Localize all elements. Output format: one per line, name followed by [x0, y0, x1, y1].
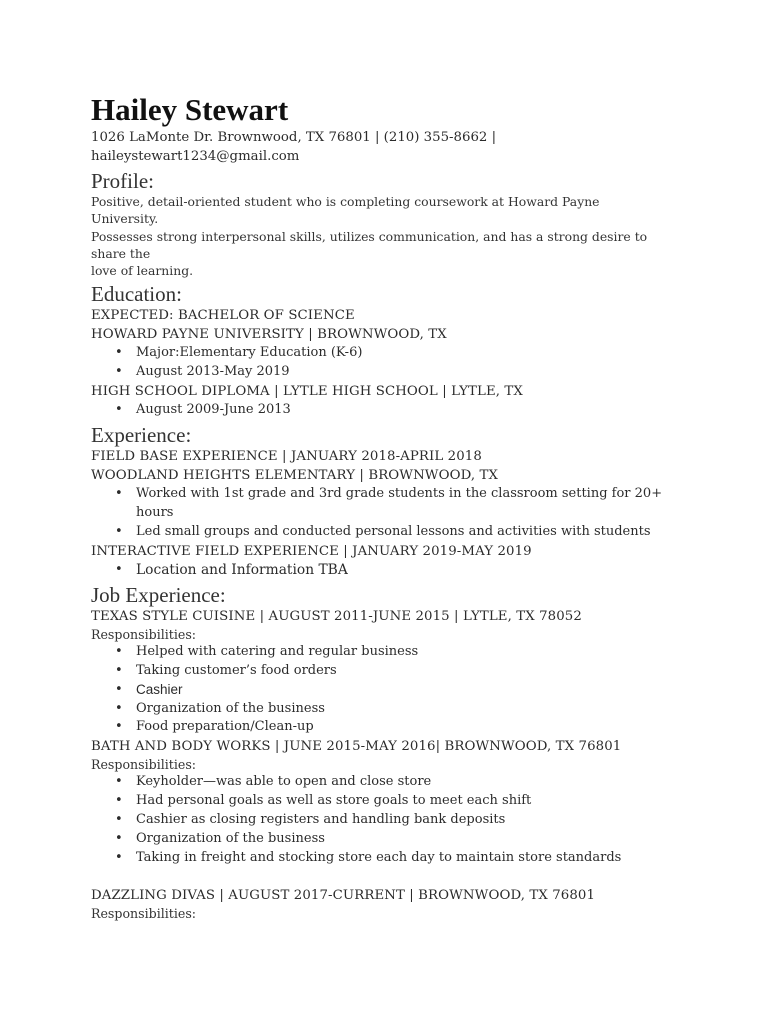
- list-item: • Keyholder—was able to open and close store: [91, 773, 691, 792]
- list-item: • Organization of the business: [91, 700, 691, 719]
- list-item: • Taking in freight and stocking store each day to maintain store standards: [91, 849, 691, 868]
- woodland-line: WOODLAND HEIGHTS ELEMENTARY | BROWNWOOD, TX: [91, 468, 499, 484]
- list-item: • August 2013-May 2019: [91, 363, 691, 382]
- resume-content: [91, 92, 691, 922]
- texas-bullet-list: [91, 643, 691, 738]
- profile-line: share the: [91, 245, 151, 261]
- spacer: [91, 868, 691, 886]
- list-item: • Food preparation/Clean-up: [91, 718, 691, 737]
- list-item: • Cashier as closing registers and handling bank deposits: [91, 811, 691, 830]
- list-item: • Taking customer’s food orders: [91, 662, 691, 681]
- dazzling-divas-line: DAZZLING DIVAS | AUGUST 2017-CURRENT | BROWNWOOD, TX 76801: [91, 887, 596, 903]
- list-item: • Cashier: [91, 681, 691, 700]
- list-item: • Had personal goals as well as store goals to meet each shift: [91, 792, 691, 811]
- bath-body-works-line: BATH AND BODY WORKS | JUNE 2015-MAY 2016| BROWNWOOD, TX 76801: [91, 739, 622, 755]
- list-item: • Led small groups and conducted personal lessons and activities with students: [91, 523, 691, 542]
- field-base-line: FIELD BASE EXPERIENCE | JANUARY 2018-APRIL 2018: [91, 449, 482, 465]
- list-item: • Major:Elementary Education (K-6): [91, 344, 691, 363]
- university-bullet-list: [91, 344, 691, 382]
- degree-title: EXPECTED: BACHELOR OF SCIENCE: [91, 308, 355, 324]
- education-heading: Education:: [91, 282, 182, 307]
- woodland-bullet-list: [91, 485, 691, 542]
- list-item-continuation: hours: [136, 505, 174, 521]
- list-item: • Worked with 1st grade and 3rd grade students in the classroom setting for 20+: [91, 485, 691, 504]
- candidate-name: Hailey Stewart: [91, 92, 289, 127]
- list-item: • Helped with catering and regular business: [91, 643, 691, 662]
- interactive-bullet-list: [91, 561, 691, 580]
- list-item: • Organization of the business: [91, 830, 691, 849]
- profile-line: Positive, detail-oriented student who is completing coursework at Howard Payne: [91, 194, 600, 209]
- profile-line: love of learning.: [91, 263, 194, 279]
- responsibilities-label: Responsibilities:: [91, 626, 197, 642]
- interactive-field-line: INTERACTIVE FIELD EXPERIENCE | JANUARY 2019-MAY 2019: [91, 543, 532, 559]
- high-school-bullet-list: [91, 401, 691, 420]
- contact-address-phone: 1026 LaMonte Dr. Brownwood, TX 76801 | (210) 355-8662 |: [91, 130, 497, 145]
- high-school-line: HIGH SCHOOL DIPLOMA | LYTLE HIGH SCHOOL | LYTLE, TX: [91, 384, 523, 400]
- contact-email: haileystewart1234@gmail.com: [91, 149, 300, 164]
- bath-bullet-list: [91, 773, 691, 868]
- list-item: • Location and Information TBA: [91, 561, 691, 580]
- university-line: HOWARD PAYNE UNIVERSITY | BROWNWOOD, TX: [91, 327, 447, 343]
- texas-style-line: TEXAS STYLE CUISINE | AUGUST 2011-JUNE 2015 | LYTLE, TX 78052: [91, 608, 582, 624]
- profile-heading: Profile:: [91, 169, 154, 193]
- experience-heading: Experience:: [91, 423, 192, 448]
- job-experience-heading: Job Experience:: [91, 582, 226, 607]
- profile-line: Possesses strong interpersonal skills, utilizes communication, and has a strong desire to: [91, 228, 648, 244]
- list-item: • August 2009-June 2013: [91, 401, 691, 420]
- responsibilities-label: Responsibilities:: [91, 905, 197, 921]
- profile-line: University.: [91, 211, 159, 227]
- responsibilities-label: Responsibilities:: [91, 757, 197, 773]
